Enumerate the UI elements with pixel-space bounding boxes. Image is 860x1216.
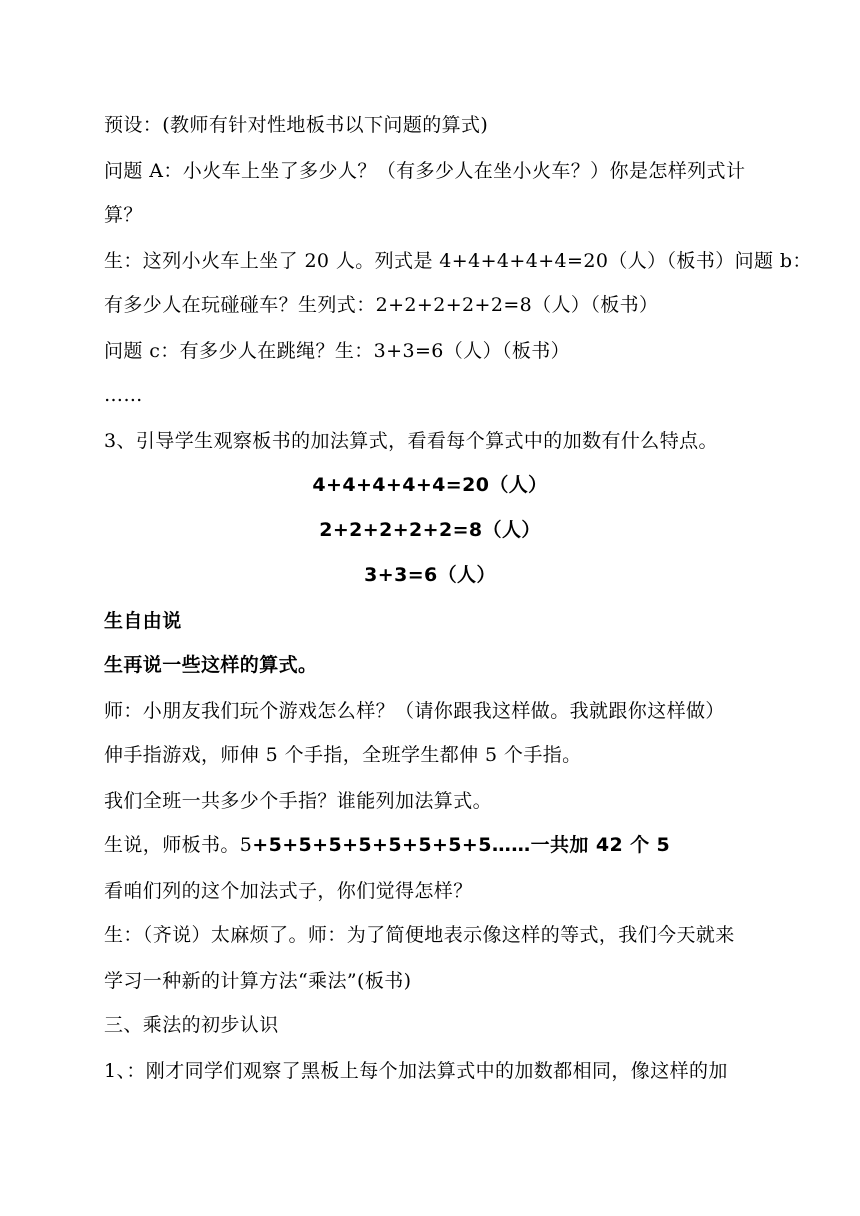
text-line-step-3: 3、引导学生观察板书的加法算式，看看每个算式中的加数有什么特点。 (104, 430, 718, 452)
text-line-ellipsis: …… (104, 384, 143, 406)
long-addition-expression: +5+5+5+5+5+5+5+5……一共加 42 个 5 (252, 834, 671, 856)
equation-1: 4+4+4+4+4=20（人） (312, 474, 548, 496)
equation-3: 3+3=6（人） (364, 564, 496, 586)
text-line-student-answer-a: 生：这列小火车上坐了 20 人。列式是 4+4+4+4+4=20（人）（板书）问题 b： (104, 250, 812, 272)
text-line-finger-game: 伸手指游戏，师伸 5 个手指，全班学生都伸 5 个手指。 (104, 744, 582, 766)
text-line-more-equations: 生再说一些这样的算式。 (104, 654, 318, 676)
text-line-teacher-game: 师：小朋友我们玩个游戏怎么样？（请你跟我这样做。我就跟你这样做） (104, 700, 725, 722)
text-line-step-1: 1、：刚才同学们观察了黑板上每个加法算式中的加数都相同，像这样的加 (104, 1060, 728, 1082)
equation-2: 2+2+2+2+2=8（人） (319, 519, 541, 541)
text-line-student-says (104, 833, 670, 857)
text-line-finger-question: 我们全班一共多少个手指？谁能列加法算式。 (104, 790, 493, 812)
text-line-look-expression: 看咱们列的这个加法式子，你们觉得怎样？ (104, 880, 473, 902)
text-line-multiplication-intro: 学习一种新的计算方法“乘法”(板书) (104, 970, 412, 992)
section-heading-multiplication: 三、乘法的初步认识 (104, 1014, 279, 1036)
text-line-question-b: 有多少人在玩碰碰车？生列式：2+2+2+2+2=8（人）（板书） (104, 294, 659, 316)
student-says-prefix: 生说，师板书。5 (104, 834, 253, 856)
text-line-question-a: 问题 A：小火车上坐了多少人？（有多少人在坐小火车？）你是怎样列式计 (104, 160, 746, 182)
text-line-question-c: 问题 c：有多少人在跳绳？生：3+3=6（人）（板书） (104, 340, 571, 362)
text-line-too-troublesome: 生：（齐说）太麻烦了。师：为了简便地表示像这样的等式，我们今天就来 (104, 924, 735, 946)
text-line-free-talk: 生自由说 (104, 610, 182, 632)
text-line-preset: 预设：(教师有针对性地板书以下问题的算式) (104, 114, 489, 136)
text-line-question-a-cont: 算？ (104, 204, 143, 226)
